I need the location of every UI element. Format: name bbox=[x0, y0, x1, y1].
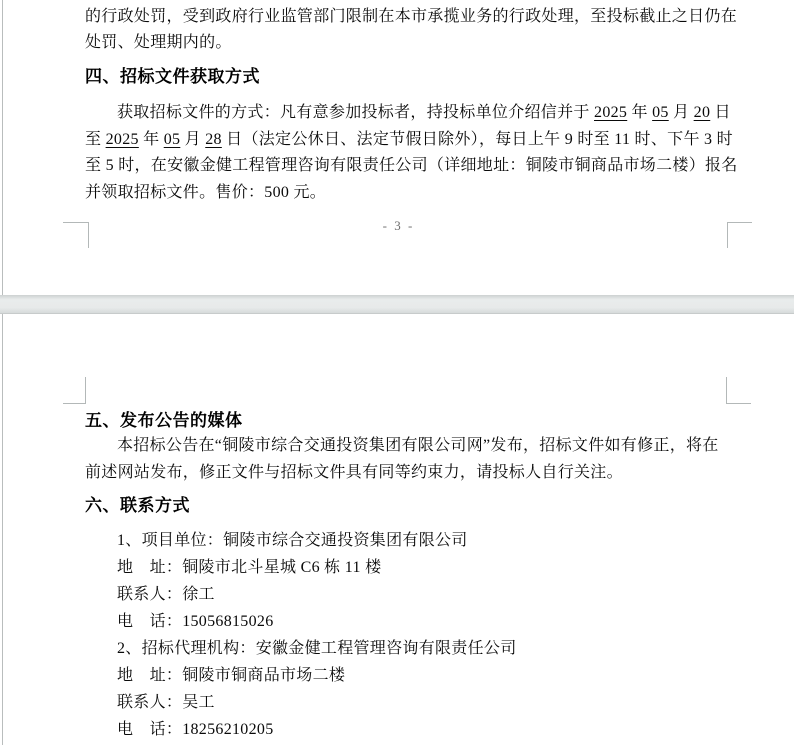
paragraph-line: 至 5 时，在安徽金健工程管理咨询有限责任公司（详细地址：铜陵市铜商品市场二楼）报名 bbox=[85, 157, 738, 174]
contact-line-phone: 电 话：18256210205 bbox=[117, 721, 274, 738]
contact-line-address: 地 址：铜陵市北斗星城 C6 栋 11 楼 bbox=[117, 559, 382, 576]
paragraph-line: 处罚、处理期内的。 bbox=[85, 34, 232, 51]
contact-line-person: 联系人：吴工 bbox=[117, 694, 215, 711]
margin-corner-mark bbox=[726, 377, 751, 404]
paragraph-line: 获取招标文件的方式：凡有意参加投标者，持投标单位介绍信并于 2025 年 05 月 20 日 bbox=[117, 104, 731, 121]
contact-line-project-unit: 1、项目单位：铜陵市综合交通投资集团有限公司 bbox=[117, 532, 468, 549]
section-heading-5: 五、发布公告的媒体 bbox=[85, 411, 243, 430]
page-number: - 3 - bbox=[382, 218, 415, 233]
contact-line-address: 地 址：铜陵市铜商品市场二楼 bbox=[117, 667, 346, 684]
paragraph-line: 并领取招标文件。售价：500 元。 bbox=[85, 184, 327, 201]
contact-line-phone: 电 话：15056815026 bbox=[117, 613, 274, 630]
paragraph-line: 前述网站发布，修正文件与招标文件具有同等约束力，请投标人自行关注。 bbox=[85, 464, 623, 481]
page-gap bbox=[0, 295, 794, 314]
margin-corner-mark bbox=[63, 377, 86, 404]
paragraph-line: 至 2025 年 05 月 28 日（法定公休日、法定节假日除外），每日上午 9 时至 11 时、下午 3 时 bbox=[85, 131, 733, 148]
paragraph-line: 的行政处罚，受到政府行业监管部门限制在本市承揽业务的行政处理，至投标截止之日仍在 bbox=[85, 8, 738, 25]
document-page-3[interactable] bbox=[2, 0, 794, 295]
paragraph-line: 本招标公告在“铜陵市综合交通投资集团有限公司网”发布，招标文件如有修正，将在 bbox=[117, 437, 719, 454]
section-heading-6: 六、联系方式 bbox=[85, 496, 190, 515]
section-heading-4: 四、招标文件获取方式 bbox=[85, 67, 260, 86]
document-page-4[interactable] bbox=[2, 314, 794, 745]
contact-line-agency: 2、招标代理机构：安徽金健工程管理咨询有限责任公司 bbox=[117, 640, 517, 657]
contact-line-person: 联系人：徐工 bbox=[117, 586, 215, 603]
